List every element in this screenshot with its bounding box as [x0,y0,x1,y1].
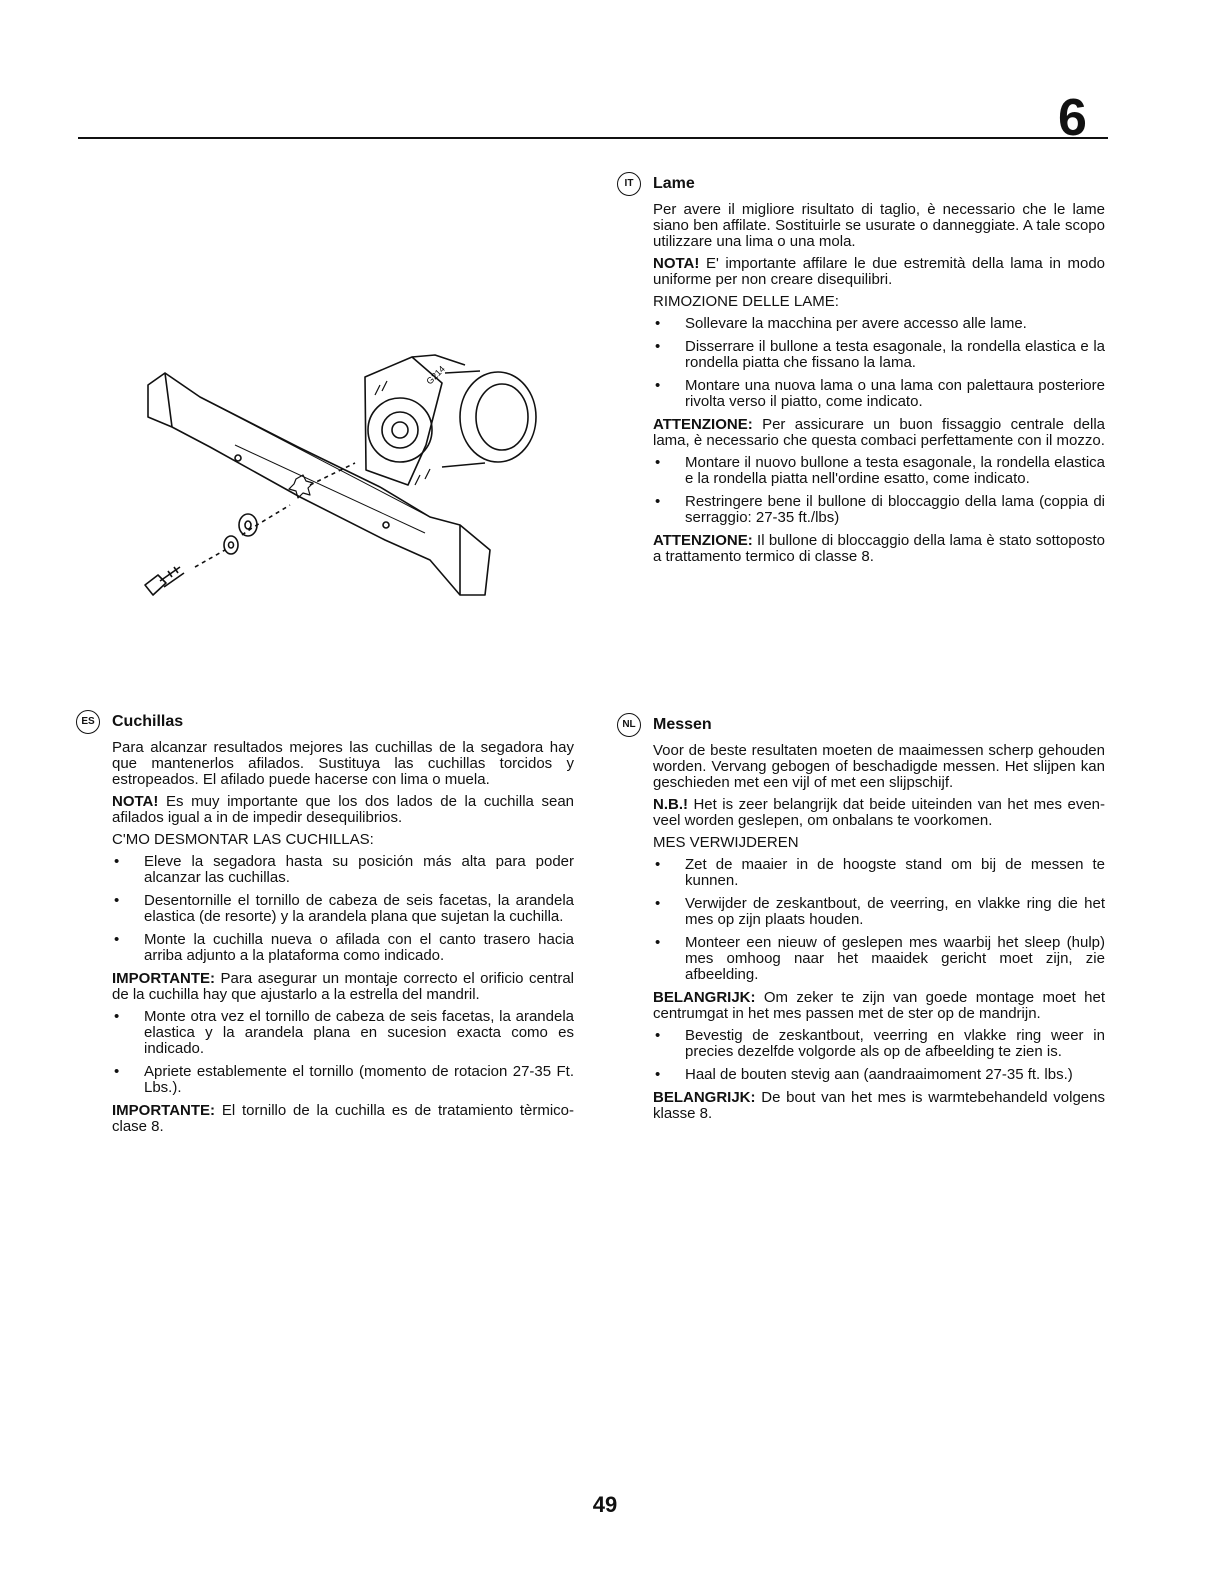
list-item: • Monte otra vez el tornillo de cabeza de seis facetas, la arandela elastica y la arandela plana en sucesion exacta como es indicado. [112,1009,574,1057]
list-item: • Restringere bene il bullone di bloccaggio della lama (coppia di serraggio: 27-35 ft./lbs) [653,494,1105,526]
steps-list-1 [653,316,1105,410]
removal-heading: MES VERWIJDEREN [653,834,799,851]
language-badge-it: IT [617,172,641,196]
warning-text: Il bullone di bloccaggio della lama è stato sottoposto a trattamento termico di classe 8. [653,532,1106,565]
section-spanish [81,710,575,1141]
note-paragraph [112,794,574,826]
section-title: Lame [653,175,695,192]
section-header [617,172,1105,196]
warning-paragraph [112,1103,574,1135]
list-item: • Desentornille el tornillo de cabeza de seis facetas, la arandela elastica (de resorte) y la arandela plana que sujetan la cuchilla. [112,893,574,925]
list-item: • Monte la cuchilla nueva o afilada con el canto trasero hacia arriba adjunto a la plataforma como indicado. [112,932,574,964]
intro-paragraph: Per avere il migliore risultato di taglio, è necessario che le lame siano ben affilate. Sostituirle se usurate o danneggiate. A tale scopo utilizzare una lima o una mola. [653,201,1105,250]
steps-list-1 [653,857,1105,983]
note-label: NOTA! [112,793,159,810]
section-title: Cuchillas [112,713,184,730]
warning-paragraph [653,417,1105,449]
part-label: G214 [424,363,447,387]
language-badge-es: ES [76,710,100,734]
warning-paragraph [653,533,1105,565]
warning-paragraph [112,971,574,1003]
section-header [617,713,1105,737]
chapter-number: 6 [1058,89,1087,147]
note-text: Es muy importante que los dos lados de la cuchilla sean afilados igual a in de impedir desequilibrios. [112,793,575,826]
warning-label: BELANGRIJK: [653,1089,756,1106]
list-item: • Montare una nuova lama o una lama con palettaura posteriore rivolta verso il piatto, come indicato. [653,378,1105,410]
list-item: • Apriete establemente el tornillo (momento de rotacion 27-35 Ft. Lbs.). [112,1064,574,1096]
warning-paragraph [653,1090,1105,1122]
list-item: • Haal de bouten stevig aan (aandraaimoment 27-35 ft. lbs.) [653,1067,1105,1083]
warning-label: IMPORTANTE: [112,970,216,987]
note-paragraph [653,256,1105,288]
intro-paragraph: Para alcanzar resultados mejores las cuchillas de la segadora hay que mantenerlos afilados. Sustituya las cuchillas torcidos y estropeados. El afilado puede hacerse con lima o muela. [112,739,574,788]
steps-list-2 [653,455,1105,526]
warning-label: ATTENZIONE: [653,416,753,433]
blade-assembly-illustration [130,345,540,610]
steps-list-2 [112,1009,574,1096]
note-label: N.B.! [653,796,688,813]
section-dutch [622,713,1106,1128]
warning-text: Om zeker te zijn van goede montage moet het centrumgat in het mes passen met de ster op de mandrijn. [653,989,1106,1022]
note-text: Het is zeer belangrijk dat beide uiteinden van het mes even-veel worden geslepen, om onbalans te voorkomen. [653,796,1105,829]
warning-label: BELANGRIJK: [653,989,756,1006]
list-item: • Disserrare il bullone a testa esagonale, la rondella elastica e la rondella piatta che fissano la lama. [653,339,1105,371]
intro-paragraph: Voor de beste resultaten moeten de maaimessen scherp gehouden worden. Vervang gebogen of beschadigde messen. Het slijpen kan geschieden met een vijl of met een slijpschijf. [653,742,1105,791]
section-title: Messen [653,716,712,733]
note-text: E' importante affilare le due estremità della lama in modo uniforme per non creare disequilibri. [653,255,1105,288]
warning-text: Per assicurare un buon fissaggio centrale della lama, è necessario che questa combaci perfettamente con il mozzo. [653,416,1106,449]
list-item: • Monteer een nieuw of geslepen mes waarbij het sleep (hulp) mes omhoog naar het maaidek gericht moet zijn, zie afbeelding. [653,935,1105,983]
warning-text: De bout van het mes is warmtebehandeld volgens klasse 8. [653,1089,1105,1122]
steps-list-1 [112,854,574,964]
list-item: • Zet de maaier in de hoogste stand om bij de messen te kunnen. [653,857,1105,889]
section-header [76,710,574,734]
header-rule [78,137,1108,139]
section-italian [624,172,1106,571]
list-item: • Verwijder de zeskantbout, de veerring, en vlakke ring die het mes op zijn plaats houden. [653,896,1105,928]
note-label: NOTA! [653,255,700,272]
list-item: • Montare il nuovo bullone a testa esagonale, la rondella elastica e la rondella piatta nell'ordine esatto, come indicato. [653,455,1105,487]
note-paragraph [653,797,1105,829]
removal-heading: RIMOZIONE DELLE LAME: [653,293,839,310]
warning-label: IMPORTANTE: [112,1102,216,1119]
warning-paragraph [653,990,1105,1022]
language-badge-nl: NL [617,713,641,737]
list-item: • Sollevare la macchina per avere accesso alle lame. [653,316,1105,332]
steps-list-2 [653,1028,1105,1083]
warning-text: Para asegurar un montaje correcto el orificio central de la cuchilla hay que ajustarlo a la estrella del mandril. [112,970,574,1003]
warning-text: El tornillo de la cuchilla es de tratamiento tèrmico-clase 8. [112,1102,574,1135]
warning-label: ATTENZIONE: [653,532,753,549]
removal-heading: C'MO DESMONTAR LAS CUCHILLAS: [112,831,374,848]
page-number: 49 [592,1492,618,1517]
list-item: • Eleve la segadora hasta su posición más alta para poder alcanzar las cuchillas. [112,854,574,886]
list-item: • Bevestig de zeskantbout, veerring en vlakke ring weer in precies dezelfde volgorde als op de afbeelding te zien is. [653,1028,1105,1060]
